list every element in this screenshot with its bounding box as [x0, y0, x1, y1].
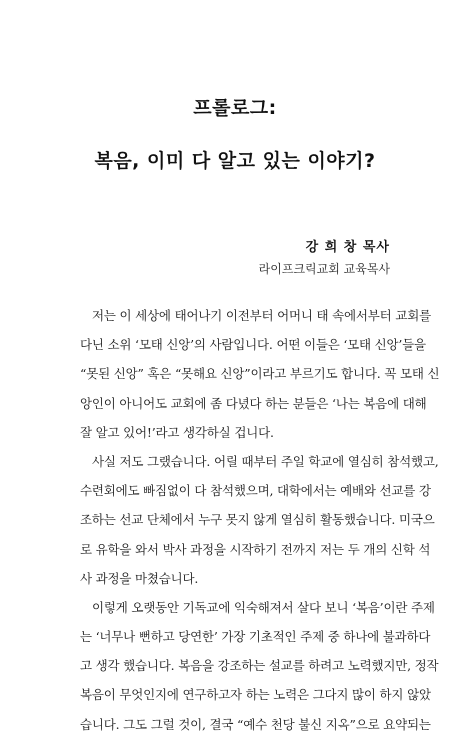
text-line: 고 생각 했습니다. 복음을 강조하는 설교를 하려고 노력했지만, 정작 — [80, 658, 439, 674]
text-line: 잘 알고 있어!’라고 생각하실 겁니다. — [80, 424, 274, 440]
chapter-title: 복음, 이미 다 알고 있는 이야기? — [94, 150, 376, 172]
body-text — [80, 301, 440, 739]
text-line: 수련회에도 빠짐없이 다 참석했으며, 대학에서는 예배와 선교를 강 — [80, 483, 431, 499]
author-affiliation: 라이프크릭교회 교육목사 — [258, 262, 390, 276]
text-line: 사실 저도 그랬습니다. 어릴 때부터 주일 학교에 열심히 참석했고, — [92, 453, 439, 469]
text-line: 복음이 무엇인지에 연구하고자 하는 노력은 그다지 많이 하지 않았 — [80, 687, 431, 703]
text-line: 사 과정을 마쳤습니다. — [80, 570, 199, 586]
author-name: 강 희 창 목사 — [305, 240, 390, 255]
text-line: 조하는 선교 단체에서 누구 못지 않게 열심히 활동했습니다. 미국으 — [80, 512, 435, 528]
text-line: 앙인이 아니어도 교회에 좀 다녔다 하는 분들은 ‘나는 복음에 대해 — [80, 395, 427, 411]
text-line: 저는 이 세상에 태어나기 이전부터 어머니 태 속에서부터 교회를 — [92, 308, 431, 323]
text-line: 이렇게 오랫동안 기독교에 익숙해져서 살다 보니 ‘복음’이란 주제 — [92, 599, 435, 615]
text-line: “못된 신앙” 혹은 “못해요 신앙”이라고 부르기도 합니다. 꼭 모태 신 — [80, 366, 440, 382]
text-line: 는 ‘너무나 뻔하고 당연한’ 가장 기초적인 주제 중 하나에 불과하다 — [80, 629, 431, 645]
text-line: 로 유학을 와서 박사 과정을 시작하기 전까지 저는 두 개의 신학 석 — [80, 541, 431, 557]
prologue-heading: 프롤로그: — [193, 97, 277, 119]
text-line: 습니다. 그도 그럴 것이, 결국 “예수 천당 불신 지옥”으로 요약되는 — [80, 716, 431, 732]
text-line: 다닌 소위 ‘모태 신앙’의 사람입니다. 어떤 이들은 ‘모태 신앙’들을 — [80, 337, 426, 353]
